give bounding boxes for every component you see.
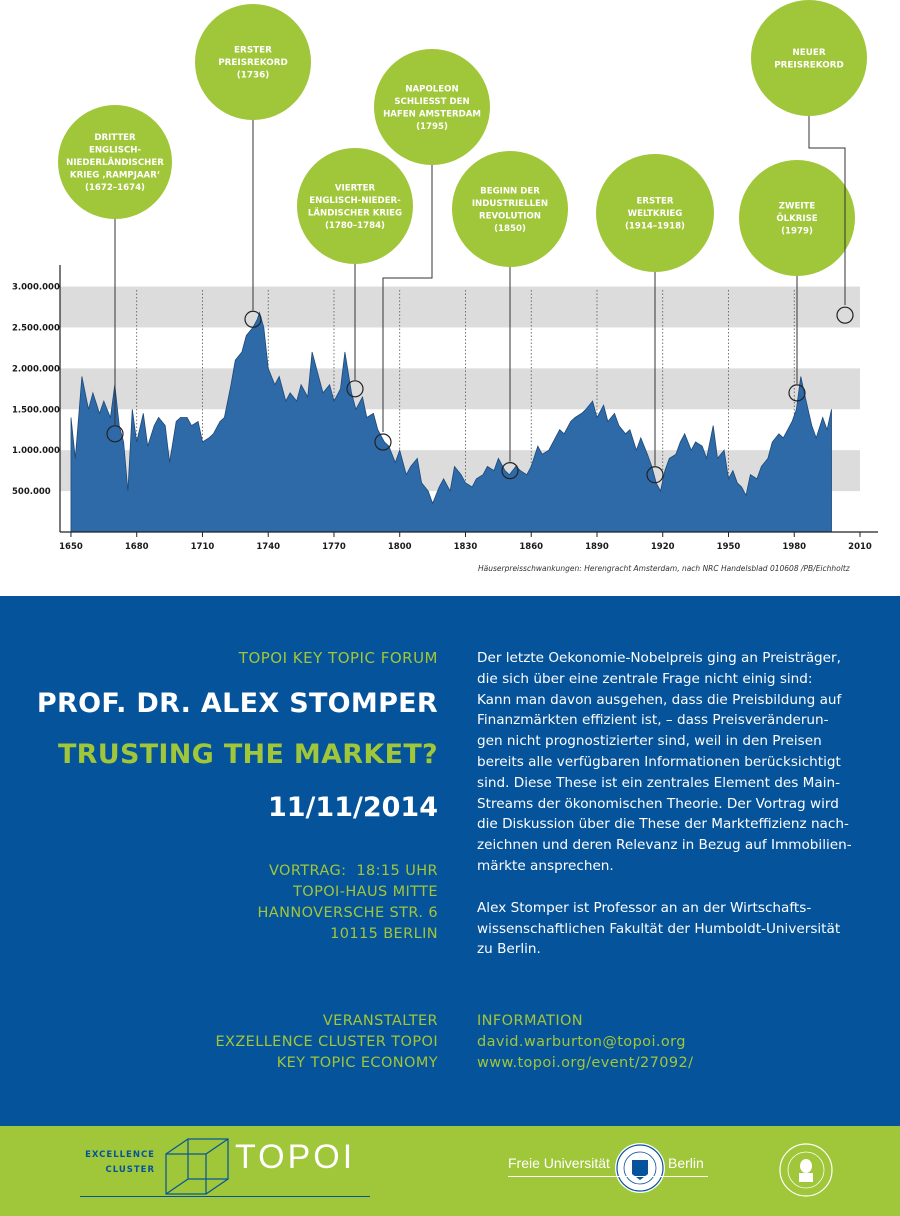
- x-tick-label: 1800: [387, 542, 412, 552]
- abstract-line: Kann man davon ausgehen, dass die Preisbildung auf: [477, 691, 842, 708]
- cluster-word: CLUSTER: [105, 1165, 155, 1175]
- x-tick-label: 1770: [322, 542, 346, 552]
- event-bubble-text: ERSTER: [636, 196, 674, 207]
- event-bubble-text: KRIEG ‚RAMPJAAR‘: [69, 170, 161, 181]
- event-bubble: [751, 0, 867, 116]
- chart-band: [60, 368, 860, 409]
- forum-label: TOPOI KEY TOPIC FORUM: [238, 649, 438, 667]
- information-heading: INFORMATION: [477, 1013, 584, 1029]
- event-info-panel: [0, 596, 900, 1126]
- event-bubble-text: NAPOLEON: [405, 84, 459, 95]
- y-tick-label: 2.500.000: [12, 323, 60, 334]
- location-city: 10115 BERLIN: [330, 926, 438, 942]
- x-tick-label: 1710: [190, 542, 215, 552]
- x-tick-label: 1740: [256, 542, 281, 552]
- information-email-link[interactable]: david.warburton@topoi.org: [477, 1034, 686, 1050]
- organizer-cluster: EXZELLENCE CLUSTER TOPOI: [215, 1034, 438, 1050]
- event-bubble-text: (1914–1918): [625, 221, 685, 232]
- event-bubble-text: BEGINN DER: [480, 186, 540, 197]
- location-street: HANNOVERSCHE STR. 6: [257, 905, 438, 921]
- fu-underline: [508, 1176, 708, 1177]
- abstract-line: bereits alle verfügbaren Informationen berücksichtigt: [477, 753, 841, 770]
- y-tick-label: 1.000.000: [12, 446, 60, 457]
- abstract-paragraph-2: [477, 898, 867, 960]
- event-bubble-text: (1736): [236, 70, 270, 81]
- abstract-line: gen nicht prognostizierter sind, weil in den Preisen: [477, 733, 822, 750]
- x-tick-label: 1830: [453, 542, 478, 552]
- chart-band: [60, 287, 860, 328]
- organizer-heading: VERANSTALTER: [322, 1013, 438, 1029]
- abstract-line: die sich über eine zentrale Frage nicht einig sind:: [477, 670, 813, 687]
- event-bubble-text: REVOLUTION: [479, 211, 541, 222]
- event-bubble-text: NIEDERLÄNDISCHER: [66, 158, 164, 168]
- talk-title: TRUSTING THE MARKET?: [57, 739, 438, 770]
- abstract-line: Der letzte Oekonomie-Nobelpreis ging an Preisträger,: [477, 650, 841, 666]
- abstract-line: zeichnen und deren Relevanz in Bezug auf Immobilien-: [477, 837, 852, 854]
- abstract-line: Alex Stomper ist Professor an an der Wirtschafts-: [477, 899, 812, 916]
- fu-name-right: Berlin: [668, 1155, 704, 1171]
- abstract-line: sind. Diese These ist ein zentrales Element des Main-: [477, 774, 841, 791]
- y-tick-label: 3.000.000: [12, 282, 60, 293]
- x-tick-label: 2010: [848, 542, 872, 552]
- event-bubble-text: ENGLISCH-NIEDER-: [309, 195, 401, 206]
- event-bubble-text: ENGLISCH-: [88, 145, 142, 156]
- topoi-cube-icon: [163, 1136, 233, 1198]
- event-bubble-text: PREISREKORD: [774, 60, 844, 71]
- x-tick-label: 1890: [585, 542, 609, 552]
- event-bubble-text: SCHLIESST DEN: [394, 96, 470, 107]
- abstract-line: Streams der ökonomischen Theorie. Der Vortrag wird: [477, 795, 839, 812]
- x-tick-label: 1650: [59, 542, 83, 552]
- event-bubble-text: PREISREKORD: [218, 58, 288, 68]
- x-tick-label: 1950: [716, 542, 741, 552]
- price-area-series: [71, 313, 832, 532]
- event-bubble-text: NEUER: [792, 47, 826, 58]
- event-bubble-text: ZWEITE: [778, 201, 816, 212]
- y-tick-label: 500.000: [12, 487, 51, 498]
- event-bubble-text: ERSTER: [234, 45, 272, 56]
- y-tick-label: 1.500.000: [12, 405, 60, 416]
- chart-caption: Häuserpreisschwankungen: Herengracht Amsterdam, nach NRC Handelsblad 010608 /PB/Eichholtz: [478, 564, 850, 573]
- event-bubble-text: (1850): [494, 223, 526, 234]
- abstract-line: die Diskussion über die These der Markteffizienz nach-: [477, 816, 849, 833]
- topoi-underline: [80, 1196, 370, 1197]
- fu-seal-icon: [614, 1142, 666, 1194]
- event-bubble-text: LÄNDISCHER KRIEG: [307, 208, 403, 219]
- x-tick-label: 1980: [782, 542, 807, 552]
- x-tick-label: 1920: [650, 542, 675, 552]
- location-venue: TOPOI-HAUS MITTE: [293, 884, 438, 900]
- house-price-chart: [0, 0, 900, 596]
- event-bubble-text: ÖLKRISE: [776, 214, 818, 224]
- event-bubble-text: HAFEN AMSTERDAM: [383, 109, 481, 120]
- event-bubble-text: DRITTER: [94, 133, 136, 143]
- organizer-topic: KEY TOPIC ECONOMY: [276, 1055, 438, 1071]
- abstract-line: Finanzmärkten effizient ist, – dass Preisveränderun-: [477, 712, 829, 729]
- event-bubble: [374, 49, 490, 165]
- location-time: VORTRAG: 18:15 UHR: [268, 863, 438, 879]
- event-bubble-text: (1780–1784): [325, 220, 385, 231]
- abstract-paragraph-1: [477, 648, 867, 877]
- excellence-word: EXCELLENCE: [85, 1150, 155, 1160]
- event-date: 11/11/2014: [267, 792, 438, 823]
- event-bubble-text: WELTKRIEG: [627, 209, 683, 219]
- information-url-link[interactable]: www.topoi.org/event/27092/: [477, 1055, 694, 1071]
- x-tick-label: 1680: [124, 542, 149, 552]
- event-bubble: [297, 148, 413, 264]
- location-block: [0, 861, 438, 945]
- event-bubble-text: INDUSTRIELLEN: [471, 198, 549, 209]
- topoi-logo-text: TOPOI: [235, 1138, 356, 1176]
- x-tick-label: 1860: [519, 542, 544, 552]
- abstract-line: märkte ansprechen.: [477, 857, 614, 874]
- abstract-line: zu Berlin.: [477, 941, 541, 958]
- abstract-text: [477, 648, 867, 981]
- information-block: [477, 1011, 867, 1074]
- fu-name-left: Freie Universität: [508, 1155, 610, 1171]
- event-bubble-text: VIERTER: [334, 183, 376, 194]
- footer-logos: [0, 1126, 900, 1216]
- event-bubble: [452, 151, 568, 267]
- speaker-name: PROF. DR. ALEX STOMPER: [36, 688, 438, 719]
- event-bubble-text: (1979): [781, 226, 813, 237]
- event-bubble-text: (1672–1674): [85, 183, 145, 193]
- abstract-line: wissenschaftlichen Fakultät der Humboldt-Universität: [477, 920, 841, 937]
- excellence-cluster-label: [80, 1148, 155, 1178]
- event-bubble-text: (1795): [416, 121, 448, 132]
- organizer-block: [0, 1011, 438, 1074]
- humboldt-seal-icon: [778, 1142, 834, 1198]
- chart-area: [0, 0, 900, 596]
- y-tick-label: 2.000.000: [12, 364, 60, 375]
